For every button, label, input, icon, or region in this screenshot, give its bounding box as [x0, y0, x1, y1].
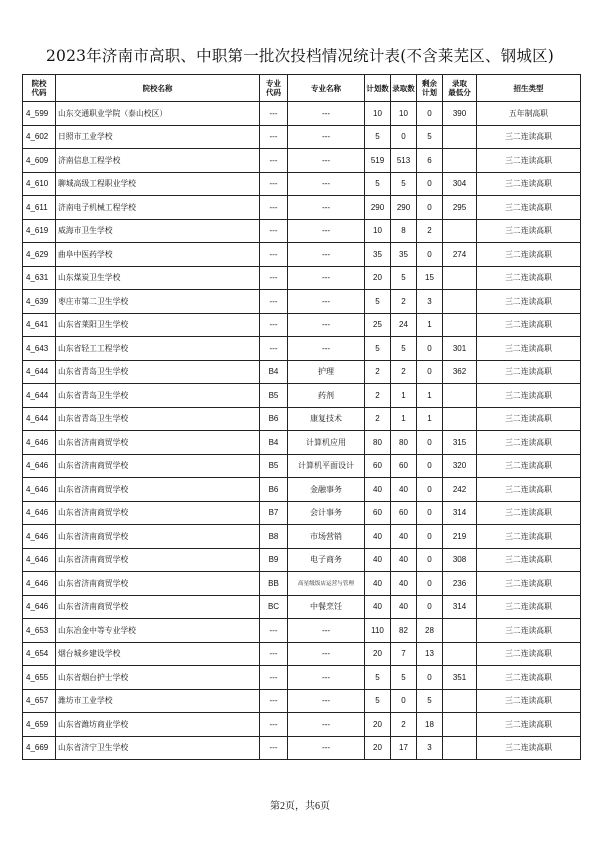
major-code-cell: --- — [260, 219, 288, 243]
major-code-cell: B6 — [260, 407, 288, 431]
major-name-cell: --- — [288, 736, 365, 760]
school-name-cell: 潍坊市工业学校 — [56, 689, 260, 713]
admitted-count-cell: 40 — [391, 478, 417, 502]
school-name-cell: 聊城高级工程职业学校 — [56, 172, 260, 196]
remaining-count-cell: 0 — [417, 360, 443, 384]
major-name-cell: 计算机应用 — [288, 431, 365, 455]
major-name-cell: --- — [288, 196, 365, 220]
admitted-count-cell: 40 — [391, 572, 417, 596]
school-name-cell: 山东省济南商贸学校 — [56, 595, 260, 619]
major-code-cell: --- — [260, 642, 288, 666]
school-name-cell: 山东省轻工工程学校 — [56, 337, 260, 361]
admitted-count-cell: 1 — [391, 407, 417, 431]
school-code-cell: 4_646 — [23, 431, 56, 455]
remaining-count-cell: 0 — [417, 572, 443, 596]
remaining-count-cell: 0 — [417, 501, 443, 525]
table-row — [23, 125, 581, 149]
admitted-count-cell: 5 — [391, 337, 417, 361]
major-code-cell: B9 — [260, 548, 288, 572]
school-code-cell: 4_629 — [23, 243, 56, 267]
admitted-count-cell: 2 — [391, 713, 417, 737]
remaining-count-cell: 0 — [417, 478, 443, 502]
school-code-cell: 4_646 — [23, 478, 56, 502]
admission-type-cell: 三二连读高职 — [477, 595, 581, 619]
school-name-cell: 山东省烟台护士学校 — [56, 666, 260, 690]
school-name-cell: 山东煤炭卫生学校 — [56, 266, 260, 290]
plan-count-cell: 2 — [365, 384, 391, 408]
min-score-cell: 304 — [443, 172, 477, 196]
admitted-count-cell: 5 — [391, 666, 417, 690]
school-name-cell: 山东省济宁卫生学校 — [56, 736, 260, 760]
admitted-count-cell: 60 — [391, 454, 417, 478]
header-major-code: 专业 代码 — [260, 75, 288, 102]
major-name-cell: --- — [288, 102, 365, 126]
min-score-cell: 219 — [443, 525, 477, 549]
table-row — [23, 525, 581, 549]
admitted-count-cell: 35 — [391, 243, 417, 267]
admitted-count-cell: 40 — [391, 595, 417, 619]
school-code-cell: 4_646 — [23, 525, 56, 549]
table-row — [23, 313, 581, 337]
major-name-cell: --- — [288, 313, 365, 337]
header-min-score: 录取 最低分 — [443, 75, 477, 102]
school-code-cell: 4_599 — [23, 102, 56, 126]
admission-type-cell: 三二连读高职 — [477, 478, 581, 502]
admission-table — [22, 74, 581, 760]
major-code-cell: B5 — [260, 384, 288, 408]
min-score-cell: 315 — [443, 431, 477, 455]
remaining-count-cell: 0 — [417, 666, 443, 690]
remaining-count-cell: 0 — [417, 454, 443, 478]
admission-type-cell: 三二连读高职 — [477, 196, 581, 220]
min-score-cell — [443, 313, 477, 337]
plan-count-cell: 5 — [365, 666, 391, 690]
admission-type-cell: 三二连读高职 — [477, 736, 581, 760]
page-footer: 第2页，共6页 — [270, 801, 330, 812]
admitted-count-cell: 5 — [391, 172, 417, 196]
major-name-cell: 药剂 — [288, 384, 365, 408]
plan-count-cell: 290 — [365, 196, 391, 220]
min-score-cell: 242 — [443, 478, 477, 502]
remaining-count-cell: 0 — [417, 243, 443, 267]
school-code-cell: 4_639 — [23, 290, 56, 314]
header-admitted: 录取数 — [391, 75, 417, 102]
remaining-count-cell: 0 — [417, 337, 443, 361]
major-code-cell: --- — [260, 102, 288, 126]
min-score-cell: 274 — [443, 243, 477, 267]
admission-type-cell: 三二连读高职 — [477, 713, 581, 737]
document-title: 2023年济南市高职、中职第一批次投档情况统计表(不含莱芜区、钢城区) — [45, 47, 555, 65]
admission-type-cell: 三二连读高职 — [477, 384, 581, 408]
major-name-cell: 护理 — [288, 360, 365, 384]
min-score-cell — [443, 266, 477, 290]
school-name-cell: 山东省济南商贸学校 — [56, 572, 260, 596]
school-code-cell: 4_602 — [23, 125, 56, 149]
table-row — [23, 689, 581, 713]
remaining-count-cell: 3 — [417, 290, 443, 314]
major-code-cell: BB — [260, 572, 288, 596]
admission-type-cell: 三二连读高职 — [477, 360, 581, 384]
min-score-cell — [443, 689, 477, 713]
school-name-cell: 济南信息工程学校 — [56, 149, 260, 173]
min-score-cell — [443, 713, 477, 737]
admitted-count-cell: 7 — [391, 642, 417, 666]
plan-count-cell: 20 — [365, 713, 391, 737]
major-name-cell: --- — [288, 337, 365, 361]
admitted-count-cell: 40 — [391, 525, 417, 549]
school-code-cell: 4_611 — [23, 196, 56, 220]
admission-type-cell: 三二连读高职 — [477, 125, 581, 149]
admission-type-cell: 三二连读高职 — [477, 454, 581, 478]
remaining-count-cell: 1 — [417, 313, 443, 337]
school-code-cell: 4_646 — [23, 501, 56, 525]
remaining-count-cell: 0 — [417, 525, 443, 549]
school-name-cell: 山东冶金中等专业学校 — [56, 619, 260, 643]
major-name-cell: 康复技术 — [288, 407, 365, 431]
remaining-count-cell: 5 — [417, 689, 443, 713]
school-code-cell: 4_641 — [23, 313, 56, 337]
major-name-cell: 中餐烹饪 — [288, 595, 365, 619]
admitted-count-cell: 513 — [391, 149, 417, 173]
table-row — [23, 149, 581, 173]
admitted-count-cell: 10 — [391, 102, 417, 126]
table-row — [23, 595, 581, 619]
admitted-count-cell: 5 — [391, 266, 417, 290]
remaining-count-cell: 15 — [417, 266, 443, 290]
min-score-cell — [443, 149, 477, 173]
school-code-cell: 4_653 — [23, 619, 56, 643]
school-name-cell: 山东省青岛卫生学校 — [56, 407, 260, 431]
school-name-cell: 山东省济南商贸学校 — [56, 501, 260, 525]
admission-type-cell: 三二连读高职 — [477, 525, 581, 549]
admitted-count-cell: 24 — [391, 313, 417, 337]
major-name-cell: 市场营销 — [288, 525, 365, 549]
min-score-cell: 390 — [443, 102, 477, 126]
remaining-count-cell: 1 — [417, 384, 443, 408]
min-score-cell: 308 — [443, 548, 477, 572]
major-code-cell: --- — [260, 125, 288, 149]
min-score-cell — [443, 619, 477, 643]
table-row — [23, 172, 581, 196]
school-code-cell: 4_609 — [23, 149, 56, 173]
remaining-count-cell: 18 — [417, 713, 443, 737]
table-row — [23, 454, 581, 478]
school-name-cell: 济南电子机械工程学校 — [56, 196, 260, 220]
admission-type-cell: 三二连读高职 — [477, 172, 581, 196]
remaining-count-cell: 1 — [417, 407, 443, 431]
min-score-cell: 362 — [443, 360, 477, 384]
min-score-cell: 314 — [443, 595, 477, 619]
school-name-cell: 枣庄市第二卫生学校 — [56, 290, 260, 314]
plan-count-cell: 20 — [365, 266, 391, 290]
plan-count-cell: 2 — [365, 407, 391, 431]
admission-type-cell: 三二连读高职 — [477, 666, 581, 690]
plan-count-cell: 5 — [365, 689, 391, 713]
major-code-cell: B4 — [260, 431, 288, 455]
admission-type-cell: 五年制高职 — [477, 102, 581, 126]
table-row — [23, 736, 581, 760]
admitted-count-cell: 60 — [391, 501, 417, 525]
header-remaining: 剩余 计划 — [417, 75, 443, 102]
school-code-cell: 4_643 — [23, 337, 56, 361]
plan-count-cell: 5 — [365, 172, 391, 196]
min-score-cell: 351 — [443, 666, 477, 690]
major-code-cell: --- — [260, 713, 288, 737]
plan-count-cell: 60 — [365, 454, 391, 478]
remaining-count-cell: 0 — [417, 172, 443, 196]
major-code-cell: B6 — [260, 478, 288, 502]
admission-type-cell: 三二连读高职 — [477, 642, 581, 666]
admission-type-cell: 三二连读高职 — [477, 572, 581, 596]
min-score-cell — [443, 736, 477, 760]
major-code-cell: --- — [260, 666, 288, 690]
admitted-count-cell: 8 — [391, 219, 417, 243]
admitted-count-cell: 80 — [391, 431, 417, 455]
min-score-cell: 314 — [443, 501, 477, 525]
major-code-cell: BC — [260, 595, 288, 619]
table-row — [23, 501, 581, 525]
major-code-cell: --- — [260, 313, 288, 337]
remaining-count-cell: 0 — [417, 196, 443, 220]
remaining-count-cell: 5 — [417, 125, 443, 149]
admission-type-cell: 三二连读高职 — [477, 431, 581, 455]
min-score-cell — [443, 407, 477, 431]
major-code-cell: --- — [260, 337, 288, 361]
remaining-count-cell: 0 — [417, 595, 443, 619]
table-row — [23, 266, 581, 290]
admission-type-cell: 三二连读高职 — [477, 149, 581, 173]
table-row — [23, 243, 581, 267]
admitted-count-cell: 2 — [391, 290, 417, 314]
min-score-cell — [443, 642, 477, 666]
plan-count-cell: 40 — [365, 548, 391, 572]
school-name-cell: 山东省济南商贸学校 — [56, 525, 260, 549]
major-name-cell: 高星级饭店运营与管理 — [288, 572, 365, 596]
school-code-cell: 4_646 — [23, 548, 56, 572]
admission-type-cell: 三二连读高职 — [477, 501, 581, 525]
table-body — [23, 102, 581, 760]
major-code-cell: --- — [260, 689, 288, 713]
major-code-cell: B5 — [260, 454, 288, 478]
min-score-cell — [443, 384, 477, 408]
admission-type-cell: 三二连读高职 — [477, 548, 581, 572]
plan-count-cell: 40 — [365, 525, 391, 549]
remaining-count-cell: 0 — [417, 431, 443, 455]
plan-count-cell: 5 — [365, 337, 391, 361]
remaining-count-cell: 0 — [417, 102, 443, 126]
plan-count-cell: 2 — [365, 360, 391, 384]
remaining-count-cell: 0 — [417, 548, 443, 572]
min-score-cell — [443, 290, 477, 314]
plan-count-cell: 20 — [365, 736, 391, 760]
plan-count-cell: 80 — [365, 431, 391, 455]
major-name-cell: --- — [288, 642, 365, 666]
plan-count-cell: 40 — [365, 572, 391, 596]
table-row — [23, 478, 581, 502]
major-name-cell: 电子商务 — [288, 548, 365, 572]
major-name-cell: --- — [288, 290, 365, 314]
school-name-cell: 山东省青岛卫生学校 — [56, 360, 260, 384]
header-type: 招生类型 — [477, 75, 581, 102]
plan-count-cell: 519 — [365, 149, 391, 173]
school-code-cell: 4_619 — [23, 219, 56, 243]
major-name-cell: --- — [288, 266, 365, 290]
major-code-cell: --- — [260, 196, 288, 220]
plan-count-cell: 10 — [365, 219, 391, 243]
table-row — [23, 219, 581, 243]
major-code-cell: --- — [260, 266, 288, 290]
min-score-cell: 295 — [443, 196, 477, 220]
plan-count-cell: 40 — [365, 478, 391, 502]
school-code-cell: 4_659 — [23, 713, 56, 737]
major-code-cell: --- — [260, 149, 288, 173]
admitted-count-cell: 0 — [391, 125, 417, 149]
admitted-count-cell: 40 — [391, 548, 417, 572]
school-code-cell: 4_610 — [23, 172, 56, 196]
admission-type-cell: 三二连读高职 — [477, 290, 581, 314]
school-name-cell: 山东省潍坊商业学校 — [56, 713, 260, 737]
admitted-count-cell: 1 — [391, 384, 417, 408]
school-code-cell: 4_646 — [23, 572, 56, 596]
school-code-cell: 4_657 — [23, 689, 56, 713]
major-code-cell: --- — [260, 172, 288, 196]
admission-type-cell: 三二连读高职 — [477, 243, 581, 267]
table-row — [23, 642, 581, 666]
plan-count-cell: 40 — [365, 595, 391, 619]
school-code-cell: 4_644 — [23, 407, 56, 431]
major-name-cell: 金融事务 — [288, 478, 365, 502]
admission-type-cell: 三二连读高职 — [477, 219, 581, 243]
plan-count-cell: 25 — [365, 313, 391, 337]
table-row — [23, 431, 581, 455]
plan-count-cell: 35 — [365, 243, 391, 267]
major-name-cell: --- — [288, 172, 365, 196]
major-code-cell: --- — [260, 619, 288, 643]
school-code-cell: 4_654 — [23, 642, 56, 666]
table-row — [23, 360, 581, 384]
school-name-cell: 日照市工业学校 — [56, 125, 260, 149]
school-code-cell: 4_655 — [23, 666, 56, 690]
school-name-cell: 山东省济南商贸学校 — [56, 431, 260, 455]
major-code-cell: --- — [260, 290, 288, 314]
table-row — [23, 196, 581, 220]
school-code-cell: 4_669 — [23, 736, 56, 760]
school-name-cell: 曲阜中医药学校 — [56, 243, 260, 267]
school-name-cell: 威海市卫生学校 — [56, 219, 260, 243]
school-name-cell: 山东省青岛卫生学校 — [56, 384, 260, 408]
admission-type-cell: 三二连读高职 — [477, 266, 581, 290]
min-score-cell: 301 — [443, 337, 477, 361]
remaining-count-cell: 13 — [417, 642, 443, 666]
major-code-cell: B8 — [260, 525, 288, 549]
school-code-cell: 4_646 — [23, 454, 56, 478]
remaining-count-cell: 28 — [417, 619, 443, 643]
plan-count-cell: 110 — [365, 619, 391, 643]
major-name-cell: --- — [288, 149, 365, 173]
school-name-cell: 山东交通职业学院（泰山校区） — [56, 102, 260, 126]
remaining-count-cell: 3 — [417, 736, 443, 760]
remaining-count-cell: 2 — [417, 219, 443, 243]
admission-type-cell: 三二连读高职 — [477, 619, 581, 643]
admission-type-cell: 三二连读高职 — [477, 689, 581, 713]
school-name-cell: 山东省济南商贸学校 — [56, 454, 260, 478]
table-row — [23, 102, 581, 126]
plan-count-cell: 5 — [365, 290, 391, 314]
min-score-cell: 320 — [443, 454, 477, 478]
min-score-cell: 236 — [443, 572, 477, 596]
admitted-count-cell: 290 — [391, 196, 417, 220]
major-code-cell: B7 — [260, 501, 288, 525]
admission-type-cell: 三二连读高职 — [477, 313, 581, 337]
admission-type-cell: 三二连读高职 — [477, 407, 581, 431]
header-school-code: 院校 代码 — [23, 75, 56, 102]
admission-type-cell: 三二连读高职 — [477, 337, 581, 361]
major-name-cell: 会计事务 — [288, 501, 365, 525]
min-score-cell — [443, 219, 477, 243]
min-score-cell — [443, 125, 477, 149]
major-name-cell: --- — [288, 713, 365, 737]
school-code-cell: 4_631 — [23, 266, 56, 290]
table-row — [23, 713, 581, 737]
admitted-count-cell: 17 — [391, 736, 417, 760]
header-major-name: 专业名称 — [288, 75, 365, 102]
plan-count-cell: 60 — [365, 501, 391, 525]
major-code-cell: --- — [260, 736, 288, 760]
major-name-cell: --- — [288, 219, 365, 243]
school-name-cell: 山东省济南商贸学校 — [56, 548, 260, 572]
table-row — [23, 666, 581, 690]
major-name-cell: --- — [288, 619, 365, 643]
header-row — [23, 75, 581, 102]
admitted-count-cell: 2 — [391, 360, 417, 384]
plan-count-cell: 20 — [365, 642, 391, 666]
major-code-cell: --- — [260, 243, 288, 267]
header-school-name: 院校名称 — [56, 75, 260, 102]
major-name-cell: --- — [288, 666, 365, 690]
table-row — [23, 384, 581, 408]
table-row — [23, 337, 581, 361]
major-name-cell: 计算机平面设计 — [288, 454, 365, 478]
remaining-count-cell: 6 — [417, 149, 443, 173]
major-name-cell: --- — [288, 125, 365, 149]
table-row — [23, 290, 581, 314]
major-name-cell: --- — [288, 243, 365, 267]
school-name-cell: 山东省济南商贸学校 — [56, 478, 260, 502]
table-row — [23, 407, 581, 431]
table-row — [23, 572, 581, 596]
admitted-count-cell: 0 — [391, 689, 417, 713]
school-name-cell: 烟台城乡建设学校 — [56, 642, 260, 666]
admitted-count-cell: 82 — [391, 619, 417, 643]
school-code-cell: 4_644 — [23, 360, 56, 384]
school-name-cell: 山东省莱阳卫生学校 — [56, 313, 260, 337]
header-plan: 计划数 — [365, 75, 391, 102]
school-code-cell: 4_646 — [23, 595, 56, 619]
major-name-cell: --- — [288, 689, 365, 713]
table-row — [23, 619, 581, 643]
plan-count-cell: 5 — [365, 125, 391, 149]
school-code-cell: 4_644 — [23, 384, 56, 408]
table-row — [23, 548, 581, 572]
plan-count-cell: 10 — [365, 102, 391, 126]
major-code-cell: B4 — [260, 360, 288, 384]
